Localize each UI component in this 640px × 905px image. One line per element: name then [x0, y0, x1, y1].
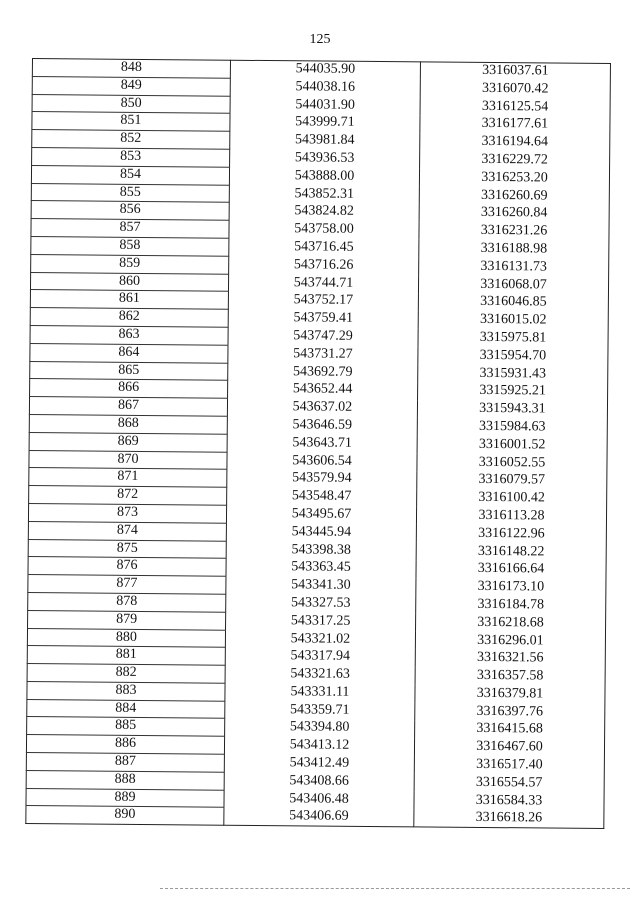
y-coordinate-cell: 3316046.85 — [418, 293, 608, 312]
x-coordinate-cell: 543643.71 — [227, 434, 417, 453]
point-number-cell: 855 — [31, 183, 229, 203]
point-number-cell: 857 — [31, 219, 229, 239]
y-coordinate-cell: 3316584.33 — [414, 792, 604, 811]
x-coordinate-cell: 543413.12 — [224, 736, 414, 755]
x-coordinate-cell: 543888.00 — [229, 167, 419, 186]
x-coordinate-cell: 543406.69 — [224, 808, 414, 827]
x-coordinate-cell: 543692.79 — [228, 363, 418, 382]
y-coordinate-cell: 3316415.68 — [415, 720, 605, 739]
y-coordinate-cell: 3316397.76 — [415, 703, 605, 722]
x-coordinate-cell: 543716.26 — [229, 256, 419, 275]
point-number-cell: 870 — [29, 450, 227, 470]
y-coordinate-cell: 3316218.68 — [416, 614, 606, 633]
y-coordinate-cell: 3316079.57 — [417, 471, 607, 490]
y-coordinate-cell: 3316100.42 — [417, 489, 607, 508]
point-number-cell: 869 — [29, 432, 227, 452]
y-coordinate-cell: 3316618.26 — [414, 809, 604, 828]
coordinates-table-body — [26, 59, 611, 829]
point-number-cell: 848 — [32, 59, 230, 79]
y-coordinate-cell: 3316554.57 — [414, 774, 604, 793]
x-coordinate-cell: 544035.90 — [230, 60, 420, 79]
y-coordinate-cell: 3316131.73 — [419, 258, 609, 277]
point-number-cell: 866 — [30, 379, 228, 399]
x-coordinate-cell: 543744.71 — [228, 274, 418, 293]
point-number-cell: 884 — [27, 699, 225, 719]
y-coordinate-cell: 3315943.31 — [417, 400, 607, 419]
point-number-cell: 875 — [28, 539, 226, 559]
x-coordinate-cell: 543852.31 — [229, 185, 419, 204]
y-coordinate-cell: 3316467.60 — [414, 738, 604, 757]
point-number-cell: 887 — [26, 753, 224, 773]
y-coordinate-cell: 3316037.61 — [420, 62, 610, 81]
y-coordinate-cell: 3316113.28 — [416, 507, 606, 526]
x-coordinate-cell: 543824.82 — [229, 203, 419, 222]
y-coordinate-cell: 3316052.55 — [417, 453, 607, 472]
y-coordinate-cell: 3316357.58 — [415, 667, 605, 686]
point-number-cell: 885 — [27, 717, 225, 737]
x-coordinate-cell: 543317.25 — [226, 612, 416, 631]
point-number-cell: 872 — [29, 486, 227, 506]
point-number-cell: 877 — [28, 575, 226, 595]
point-number-cell: 858 — [31, 236, 229, 256]
y-coordinate-cell: 3316177.61 — [420, 115, 610, 134]
y-coordinate-cell: 3316296.01 — [415, 631, 605, 650]
point-number-cell: 850 — [32, 94, 230, 114]
x-coordinate-cell: 543579.94 — [227, 470, 417, 489]
point-number-cell: 879 — [28, 610, 226, 630]
y-coordinate-cell: 3316122.96 — [416, 525, 606, 544]
coordinates-table — [25, 58, 611, 829]
x-coordinate-cell: 544038.16 — [230, 78, 420, 97]
point-number-cell: 863 — [30, 325, 228, 345]
x-coordinate-cell: 543759.41 — [228, 309, 418, 328]
point-number-cell: 886 — [26, 735, 224, 755]
page-number: 125 — [309, 32, 331, 47]
coordinates-table-container — [25, 58, 610, 829]
y-coordinate-cell: 3315931.43 — [418, 364, 608, 383]
x-coordinate-cell: 543495.67 — [226, 505, 416, 524]
point-number-cell: 867 — [29, 397, 227, 417]
y-coordinate-cell: 3316188.98 — [419, 240, 609, 259]
point-number-cell: 860 — [30, 272, 228, 292]
point-number-cell: 853 — [32, 147, 230, 167]
x-coordinate-cell: 543445.94 — [226, 523, 416, 542]
x-coordinate-cell: 543716.45 — [229, 238, 419, 257]
point-number-cell: 859 — [31, 254, 229, 274]
point-number-cell: 871 — [29, 468, 227, 488]
x-coordinate-cell: 543363.45 — [226, 559, 416, 578]
x-coordinate-cell: 543394.80 — [225, 719, 415, 738]
footer-divider — [160, 888, 630, 889]
y-coordinate-cell: 3316001.52 — [417, 436, 607, 455]
y-coordinate-cell: 3316517.40 — [414, 756, 604, 775]
point-number-cell: 883 — [27, 681, 225, 701]
y-coordinate-cell: 3315975.81 — [418, 329, 608, 348]
x-coordinate-cell: 543999.71 — [230, 114, 420, 133]
x-coordinate-cell: 543359.71 — [225, 701, 415, 720]
point-number-cell: 868 — [29, 414, 227, 434]
x-coordinate-cell: 543752.17 — [228, 292, 418, 311]
point-number-cell: 876 — [28, 557, 226, 577]
y-coordinate-cell: 3316015.02 — [418, 311, 608, 330]
x-coordinate-cell: 543981.84 — [230, 131, 420, 150]
point-number-cell: 890 — [26, 806, 224, 826]
point-number-cell: 881 — [27, 646, 225, 666]
point-number-cell: 880 — [27, 628, 225, 648]
y-coordinate-cell: 3316070.42 — [420, 80, 610, 99]
x-coordinate-cell: 543331.11 — [225, 683, 415, 702]
x-coordinate-cell: 543408.66 — [224, 772, 414, 791]
point-number-cell: 854 — [31, 165, 229, 185]
x-coordinate-cell: 543747.29 — [228, 327, 418, 346]
point-number-cell: 889 — [26, 788, 224, 808]
x-coordinate-cell: 543646.59 — [227, 416, 417, 435]
y-coordinate-cell: 3316148.22 — [416, 542, 606, 561]
x-coordinate-cell: 543731.27 — [228, 345, 418, 364]
x-coordinate-cell: 543321.02 — [225, 630, 415, 649]
x-coordinate-cell: 543321.63 — [225, 665, 415, 684]
point-number-cell: 862 — [30, 308, 228, 328]
point-number-cell: 874 — [28, 521, 226, 541]
point-number-cell: 882 — [27, 664, 225, 684]
y-coordinate-cell: 3316260.84 — [419, 204, 609, 223]
point-number-cell: 856 — [31, 201, 229, 221]
point-number-cell: 878 — [28, 592, 226, 612]
point-number-cell: 888 — [26, 770, 224, 790]
y-coordinate-cell: 3315954.70 — [418, 347, 608, 366]
y-coordinate-cell: 3316068.07 — [418, 275, 608, 294]
y-coordinate-cell: 3315984.63 — [417, 418, 607, 437]
y-coordinate-cell: 3316321.56 — [415, 649, 605, 668]
x-coordinate-cell: 543317.94 — [225, 648, 415, 667]
y-coordinate-cell: 3316379.81 — [415, 685, 605, 704]
point-number-cell: 852 — [32, 130, 230, 150]
x-coordinate-cell: 543758.00 — [229, 220, 419, 239]
x-coordinate-cell: 543406.48 — [224, 790, 414, 809]
point-number-cell: 864 — [30, 343, 228, 363]
x-coordinate-cell: 544031.90 — [230, 96, 420, 115]
x-coordinate-cell: 543637.02 — [227, 398, 417, 417]
point-number-cell: 849 — [32, 76, 230, 96]
y-coordinate-cell: 3316173.10 — [416, 578, 606, 597]
x-coordinate-cell: 543341.30 — [226, 576, 416, 595]
y-coordinate-cell: 3316260.69 — [419, 186, 609, 205]
x-coordinate-cell: 543398.38 — [226, 541, 416, 560]
x-coordinate-cell: 543652.44 — [228, 381, 418, 400]
point-number-cell: 873 — [28, 503, 226, 523]
y-coordinate-cell: 3316194.64 — [420, 133, 610, 152]
x-coordinate-cell: 543327.53 — [226, 594, 416, 613]
point-number-cell: 851 — [32, 112, 230, 132]
x-coordinate-cell: 543606.54 — [227, 452, 417, 471]
y-coordinate-cell: 3316253.20 — [419, 169, 609, 188]
y-coordinate-cell: 3316166.64 — [416, 560, 606, 579]
x-coordinate-cell: 543412.49 — [224, 754, 414, 773]
x-coordinate-cell: 543548.47 — [227, 487, 417, 506]
y-coordinate-cell: 3316125.54 — [420, 97, 610, 116]
y-coordinate-cell: 3316231.26 — [419, 222, 609, 241]
y-coordinate-cell: 3316229.72 — [420, 151, 610, 170]
y-coordinate-cell: 3315925.21 — [418, 382, 608, 401]
point-number-cell: 865 — [30, 361, 228, 381]
point-number-cell: 861 — [30, 290, 228, 310]
y-coordinate-cell: 3316184.78 — [416, 596, 606, 615]
x-coordinate-cell: 543936.53 — [230, 149, 420, 168]
